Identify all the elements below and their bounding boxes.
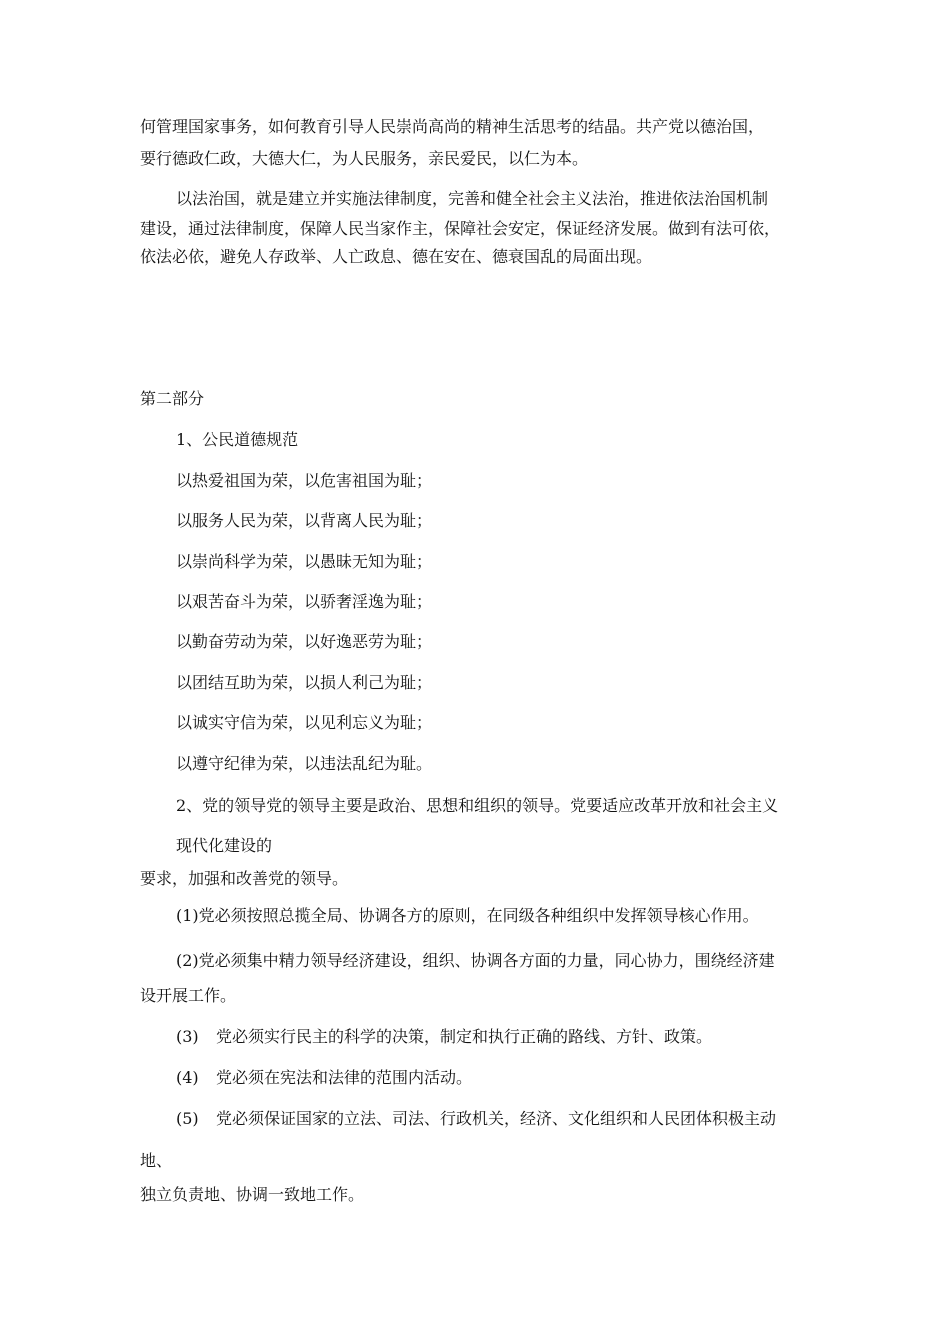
morality-item: 以团结互助为荣，以损人利己为耻； [176, 673, 433, 692]
leadership-point-1: (1)党必须按照总揽全局、协调各方的原则，在同级各种组织中发挥领导核心作用。 [176, 906, 759, 925]
morality-item: 以崇尚科学为荣，以愚昧无知为耻； [176, 552, 433, 571]
morality-item: 以艰苦奋斗为荣，以骄奢淫逸为耻； [176, 592, 433, 611]
party-leadership-heading-cont: 要求，加强和改善党的领导。 [140, 869, 349, 888]
rule-of-law-line-3: 依法必依，避免人存政举、人亡政息、德在安在、德衰国乱的局面出现。 [140, 247, 653, 266]
leadership-point-3-number: (3) [176, 1027, 199, 1046]
party-leadership-heading-cont: 现代化建设的 [176, 836, 273, 855]
morality-item: 以勤奋劳动为荣，以好逸恶劳为耻； [176, 632, 433, 651]
morality-item: 以服务人民为荣，以背离人民为耻； [176, 511, 433, 530]
leadership-point-4-number: (4) [176, 1068, 199, 1087]
rule-of-law-line-1: 以法治国，就是建立并实施法律制度，完善和健全社会主义法治，推进依法治国机制 [176, 189, 769, 208]
part-two-title: 第二部分 [140, 389, 205, 408]
citizen-morality-heading: 1、公民道德规范 [176, 430, 299, 449]
leadership-point-5-cont: 地、 [140, 1151, 173, 1170]
party-leadership-heading: 2、党的领导党的领导主要是政治、思想和组织的领导。党要适应改革开放和社会主义 [176, 796, 779, 815]
morality-item: 以遵守纪律为荣，以违法乱纪为耻。 [176, 754, 433, 773]
leadership-point-4: 党必须在宪法和法律的范围内活动。 [216, 1068, 473, 1087]
leadership-point-2: (2)党必须集中精力领导经济建设，组织、协调各方面的力量，同心协力，围绕经济建 [176, 951, 775, 970]
intro-line-2: 要行德政仁政，大德大仁，为人民服务，亲民爱民，以仁为本。 [140, 149, 589, 168]
leadership-point-2-cont: 设开展工作。 [140, 986, 237, 1005]
rule-of-law-line-2: 建设，通过法律制度，保障人民当家作主，保障社会安定，保证经济发展。做到有法可依， [140, 219, 781, 238]
morality-item: 以诚实守信为荣，以见利忘义为耻； [176, 713, 433, 732]
leadership-point-5: 党必须保证国家的立法、司法、行政机关，经济、文化组织和人民团体积极主动 [216, 1109, 777, 1128]
morality-item: 以热爱祖国为荣，以危害祖国为耻； [176, 471, 433, 490]
leadership-point-5-cont: 独立负责地、协调一致地工作。 [140, 1185, 365, 1204]
leadership-point-3: 党必须实行民主的科学的决策，制定和执行正确的路线、方针、政策。 [216, 1027, 713, 1046]
leadership-point-5-number: (5) [176, 1109, 199, 1128]
intro-line-1: 何管理国家事务，如何教育引导人民崇尚高尚的精神生活思考的结晶。共产党以德治国， [140, 117, 765, 136]
